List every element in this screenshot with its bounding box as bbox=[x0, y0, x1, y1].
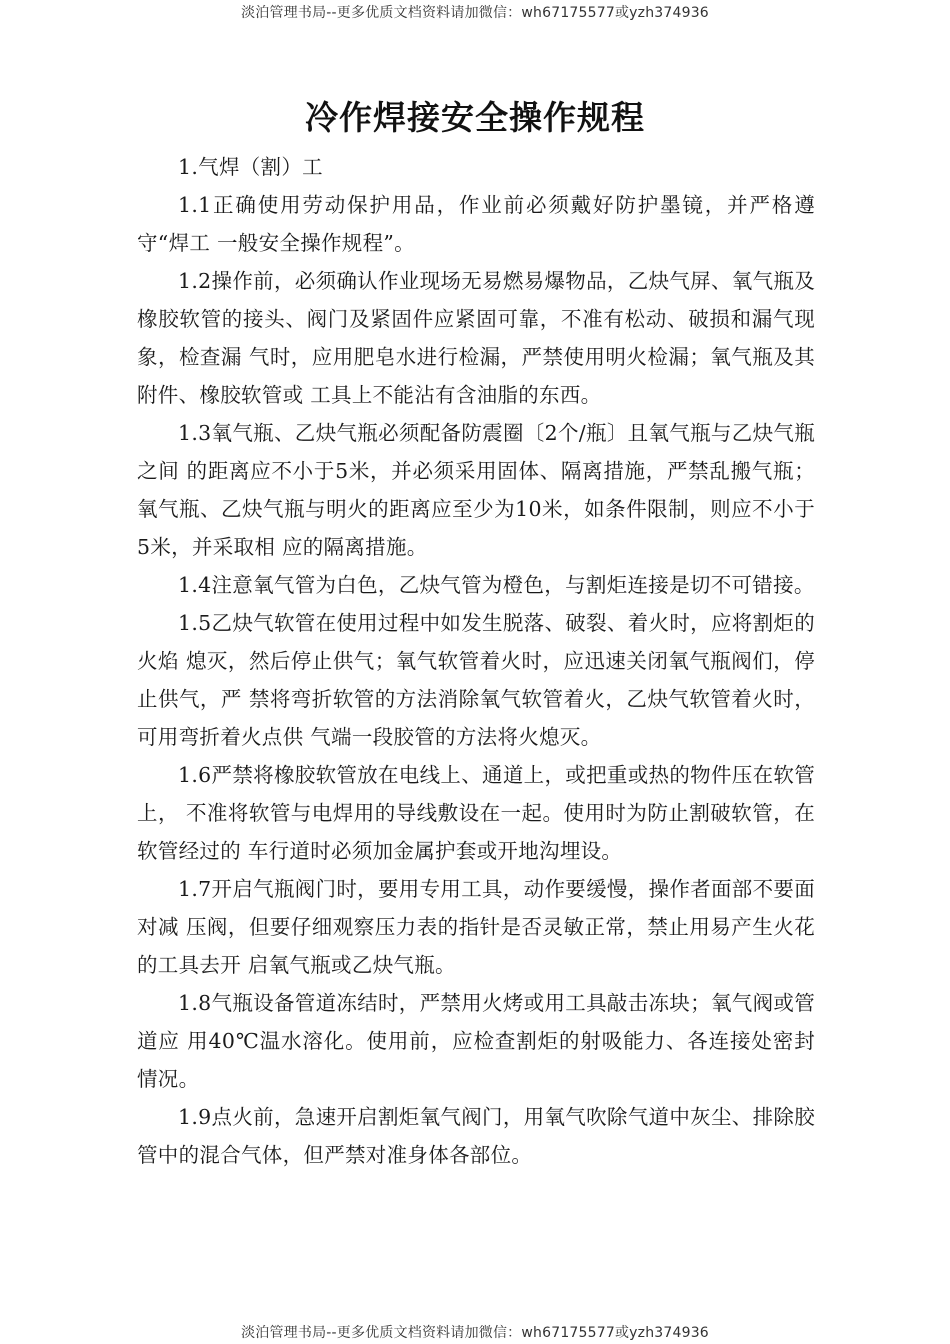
clause-1-7: 1.7开启气瓶阀门时，要用专用工具，动作要缓慢，操作者面部不要面对减 压阀，但要仔细观察压力表的指针是否灵敏正常，禁止用易产生火花的工具去开 启氧气瓶或乙炔气瓶。 bbox=[137, 877, 815, 977]
clause-1-5: 1.5乙炔气软管在使用过程中如发生脱落、破裂、着火时，应将割炬的火焰 熄灭，然后停止供气；氧气软管着火时，应迅速关闭氧气瓶阀们，停止供气，严 禁将弯折软管的方法消除氧气软管着火，乙炔气软管着火时，可用弯折着火点供 气端一段胶管的方法将火熄灭。 bbox=[137, 611, 815, 749]
clause-1-3: 1.3氧气瓶、乙炔气瓶必须配备防震圈〔2个/瓶〕且氧气瓶与乙炔气瓶之间 的距离应不小于5米，并必须采用固体、隔离措施，严禁乱搬气瓶；氧气瓶、乙炔气瓶与明火的距离应至少为10米，如条件限制，则应不小于5米，并采取相 应的隔离措施。 bbox=[137, 421, 815, 559]
clause-1-2: 1.2操作前，必须确认作业现场无易燃易爆物品，乙炔气屏、氧气瓶及橡胶软管的接头、阀门及紧固件应紧固可靠，不准有松动、破损和漏气现象，检查漏 气时，应用肥皂水进行检漏，严禁使用明火检漏；氧气瓶及其附件、橡胶软管或 工具上不能沾有含油脂的东西。 bbox=[137, 269, 815, 407]
page-footer-watermark: 淡泊管理书局--更多优质文档资料请加微信：wh67175577或yzh374936 bbox=[241, 1325, 709, 1341]
clause-1-4: 1.4注意氧气管为白色，乙炔气管为橙色，与割炬连接是切不可错接。 bbox=[178, 573, 815, 597]
document-body bbox=[137, 148, 815, 1174]
document-title: 冷作焊接安全操作规程 bbox=[305, 98, 645, 137]
clause-1-8: 1.8气瓶设备管道冻结时，严禁用火烤或用工具敲击冻块；氧气阀或管道应 用40℃温水溶化。使用前，应检查割炬的射吸能力、各连接处密封情况。 bbox=[137, 991, 815, 1091]
section-heading: 1.气焊（割）工 bbox=[178, 155, 323, 179]
page-header-watermark: 淡泊管理书局--更多优质文档资料请加微信：wh67175577或yzh374936 bbox=[241, 5, 709, 21]
clause-1-9: 1.9点火前，急速开启割炬氧气阀门，用氧气吹除气道中灰尘、排除胶管中的混合气体，但严禁对准身体各部位。 bbox=[137, 1105, 815, 1167]
clause-1-6: 1.6严禁将橡胶软管放在电线上、通道上，或把重或热的物件压在软管上， 不准将软管与电焊用的导线敷设在一起。使用时为防止割破软管，在软管经过的 车行道时必须加金属护套或开地沟埋设。 bbox=[137, 763, 815, 863]
clause-1-1: 1.1正确使用劳动保护用品，作业前必须戴好防护墨镜，并严格遵守“焊工 一般安全操作规程”。 bbox=[137, 193, 815, 255]
